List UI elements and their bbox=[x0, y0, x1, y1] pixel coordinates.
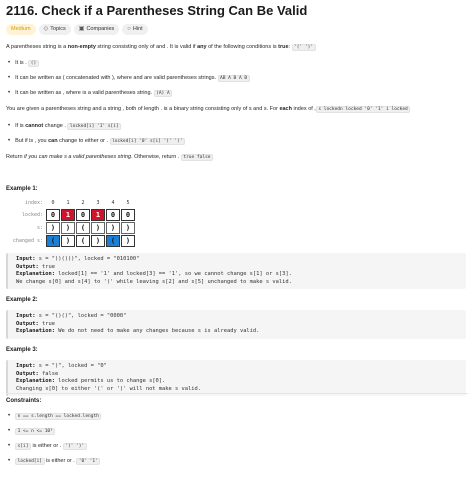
inline-code: '(' ')' bbox=[292, 44, 316, 51]
value: s = ")", locked = "0" bbox=[35, 363, 107, 369]
diagram-index: 5 bbox=[126, 200, 130, 206]
diagram-changed-cell: ) bbox=[91, 235, 105, 247]
text-bold: cannot bbox=[25, 123, 44, 129]
example-3-codeblock bbox=[6, 360, 466, 396]
text-italic: if you can make s a valid parentheses string bbox=[24, 154, 132, 160]
diagram-locked-cell: 0 bbox=[76, 209, 90, 221]
inline-code: locked[i] bbox=[15, 458, 44, 465]
inline-code: locked[i] '1' s[i] bbox=[67, 123, 121, 130]
inline-code: AB A B A B bbox=[218, 75, 250, 82]
hint-label: Hint bbox=[132, 26, 143, 32]
value: true bbox=[38, 320, 55, 327]
label: Input: bbox=[16, 363, 36, 369]
input-line bbox=[16, 363, 458, 371]
diagram-locked-cell: 0 bbox=[46, 209, 60, 221]
label: Output: bbox=[16, 263, 39, 270]
diagram-changed-cell: ) bbox=[61, 235, 75, 247]
label: Output: bbox=[16, 320, 39, 327]
value: false bbox=[38, 370, 59, 377]
constraint-2 bbox=[8, 428, 55, 435]
diagram-index: 0 bbox=[51, 200, 55, 206]
text: It is . bbox=[15, 60, 27, 66]
value: true bbox=[38, 263, 55, 270]
return-text bbox=[6, 154, 213, 161]
text-bold: any bbox=[197, 44, 207, 50]
topics-label: Topics bbox=[50, 26, 66, 32]
companies-label: Companies bbox=[86, 26, 115, 32]
lightbulb-icon: ○ bbox=[127, 26, 131, 32]
example-2-heading: Example 2: bbox=[6, 297, 38, 303]
label: Explanation: bbox=[16, 378, 55, 384]
text: is either or . bbox=[32, 443, 63, 449]
constraint-3 bbox=[8, 443, 87, 450]
text: change to either or . bbox=[57, 138, 110, 144]
example-1-diagram bbox=[6, 200, 156, 250]
text: change . bbox=[43, 123, 68, 129]
text: : bbox=[288, 44, 292, 50]
rule-locked-1 bbox=[8, 123, 121, 130]
value: s = "()()", locked = "0000" bbox=[35, 313, 127, 319]
constraint-1 bbox=[8, 413, 101, 420]
label: Explanation: bbox=[16, 271, 55, 277]
divider bbox=[6, 393, 468, 394]
text: is either or . bbox=[46, 458, 77, 464]
diagram-index: 3 bbox=[96, 200, 100, 206]
inline-code: s[i] bbox=[15, 443, 31, 450]
text-bold: can bbox=[48, 138, 58, 144]
diagram-s-cell: ) bbox=[106, 222, 120, 234]
output-line bbox=[16, 321, 458, 329]
inline-code: '0' '1' bbox=[76, 458, 100, 465]
diagram-row-label: changed s: bbox=[12, 238, 43, 244]
text: A parentheses string is a bbox=[6, 44, 68, 50]
tag-icon: ◇ bbox=[43, 26, 49, 32]
explanation-line bbox=[16, 378, 458, 386]
inline-code: '(' ')' bbox=[63, 443, 87, 450]
explanation-line bbox=[16, 328, 458, 336]
value: s = "))()))", locked = "010100" bbox=[35, 256, 140, 262]
diagram-index: 1 bbox=[66, 200, 70, 206]
diagram-locked-cell: 0 bbox=[121, 209, 135, 221]
diagram-index: 2 bbox=[81, 200, 85, 206]
inline-code: s lockedn locked '0' '1' i locked bbox=[316, 106, 410, 113]
label: Explanation: bbox=[16, 328, 55, 334]
diagram-s-cell: ) bbox=[61, 222, 75, 234]
example-2-codeblock bbox=[6, 310, 466, 339]
text: You are given a parentheses string and a string , both of length . is a binary string consisting only of s and s. For bbox=[6, 106, 280, 112]
problem-title: 2116. Check if a Parentheses String Can Be Valid bbox=[6, 3, 308, 18]
diagram-locked-cell: 1 bbox=[61, 209, 75, 221]
diagram-locked-cell: 0 bbox=[106, 209, 120, 221]
text-bold: non-empty bbox=[67, 44, 96, 50]
difficulty-badge bbox=[6, 24, 36, 35]
companies-button[interactable] bbox=[74, 24, 120, 35]
explanation-line-2: Changing s[0] to either '(' or ')' will not make s valid. bbox=[16, 385, 201, 392]
inline-code: n == s.length == locked.length bbox=[15, 413, 101, 420]
given-text bbox=[6, 106, 410, 113]
rule-locked-0 bbox=[8, 138, 185, 145]
constraints-heading: Constraints: bbox=[6, 398, 42, 404]
label: Input: bbox=[16, 313, 36, 319]
intro-text bbox=[6, 44, 316, 51]
text: . Otherwise, return . bbox=[131, 154, 181, 160]
text: of the following conditions is bbox=[206, 44, 279, 50]
example-1-codeblock bbox=[6, 253, 466, 289]
hint-button[interactable] bbox=[122, 24, 147, 35]
value: We do not need to make any changes because s is already valid. bbox=[54, 328, 260, 334]
constraint-4 bbox=[8, 458, 100, 465]
example-1-heading: Example 1: bbox=[6, 186, 38, 192]
diagram-s-cell: ) bbox=[91, 222, 105, 234]
condition-2 bbox=[8, 75, 250, 82]
value: locked permits us to change s[0]. bbox=[54, 378, 166, 384]
inline-code: locked[i] '0' s[i] '(' ')' bbox=[110, 138, 185, 145]
building-icon: ▣ bbox=[78, 26, 85, 32]
input-line bbox=[16, 313, 458, 321]
text: Return bbox=[6, 154, 25, 160]
text: It can be written as , where is a valid parentheses string. bbox=[15, 90, 153, 96]
explanation-line bbox=[16, 271, 458, 279]
output-line bbox=[16, 264, 458, 272]
tag-bar bbox=[6, 24, 148, 35]
text-bold: true bbox=[278, 44, 289, 50]
text: index of , bbox=[291, 106, 316, 112]
diagram-row-label: index: bbox=[24, 200, 43, 206]
inline-code: true false bbox=[181, 154, 213, 161]
diagram-s-cell: ) bbox=[121, 222, 135, 234]
label: Input: bbox=[16, 256, 36, 262]
output-line bbox=[16, 371, 458, 379]
diagram-s-cell: ( bbox=[76, 222, 90, 234]
diagram-locked-cell: 1 bbox=[91, 209, 105, 221]
diagram-changed-cell: ( bbox=[76, 235, 90, 247]
diagram-s-cell: ) bbox=[46, 222, 60, 234]
label: Output: bbox=[16, 370, 39, 377]
text: It can be written as ( concatenated with ), where and are valid parentheses strings. bbox=[15, 75, 216, 81]
value: locked[1] == '1' and locked[3] == '1', so we cannot change s[1] or s[3]. bbox=[54, 271, 292, 277]
input-line bbox=[16, 256, 458, 264]
inline-code: 1 <= n <= 10⁵ bbox=[15, 428, 55, 435]
condition-3 bbox=[8, 90, 172, 97]
diagram-row-label: locked: bbox=[21, 212, 43, 218]
diagram-changed-cell: ) bbox=[121, 235, 135, 247]
inline-code: () bbox=[28, 60, 38, 67]
explanation-line-2: We change s[0] and s[4] to '(' while leaving s[2] and s[5] unchanged to make s valid. bbox=[16, 278, 292, 285]
text: string consisting only of and . It is valid if bbox=[95, 44, 198, 50]
text-bold: each bbox=[279, 106, 292, 112]
diagram-index: 4 bbox=[111, 200, 115, 206]
topics-button[interactable] bbox=[39, 24, 71, 35]
text: If is bbox=[15, 123, 26, 129]
diagram-changed-cell: ( bbox=[106, 235, 120, 247]
condition-1 bbox=[8, 60, 39, 67]
example-3-heading: Example 3: bbox=[6, 347, 38, 353]
difficulty-label: Medium bbox=[11, 26, 31, 32]
inline-code: (A) A bbox=[154, 90, 173, 97]
diagram-row-label: s: bbox=[36, 225, 43, 231]
diagram-changed-cell: ( bbox=[46, 235, 60, 247]
text: But if is , you bbox=[15, 138, 49, 144]
